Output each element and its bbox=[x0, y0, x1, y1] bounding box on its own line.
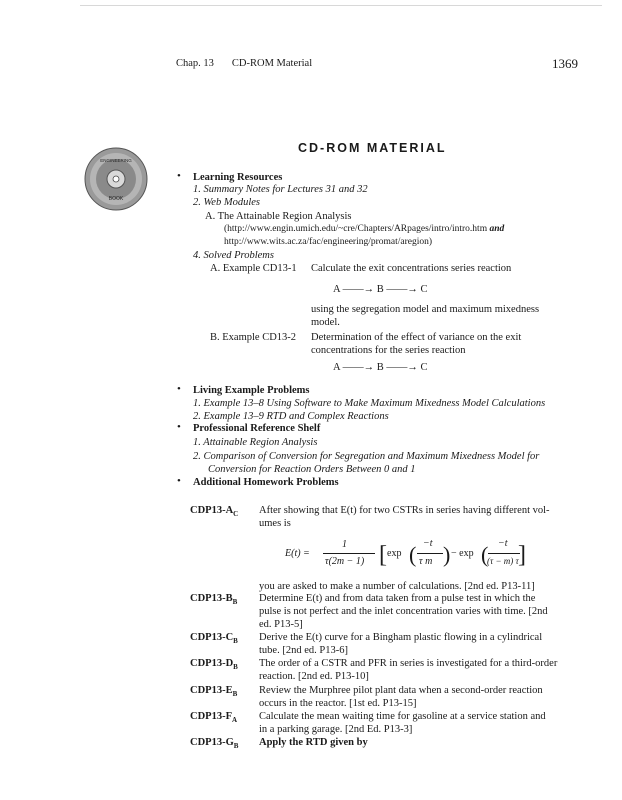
cd-logo-top-text: ENGINEERING bbox=[100, 158, 132, 163]
eq-minus-exp: − exp bbox=[451, 548, 474, 559]
eq-lhs: E(t) = bbox=[285, 548, 310, 559]
eq-exp-1: exp bbox=[387, 548, 402, 559]
learning-resources-heading: Learning Resources bbox=[193, 172, 283, 183]
top-rule bbox=[80, 5, 602, 6]
living-examples-heading: Living Example Problems bbox=[193, 385, 310, 396]
problem-g-line-1: Apply the RTD given by bbox=[259, 737, 368, 748]
running-header bbox=[176, 58, 312, 69]
eq-num-2: −t bbox=[498, 538, 508, 549]
living-example-2: 2. Example 13–9 RTD and Complex Reactions bbox=[193, 411, 389, 422]
eq-den-1: τ m bbox=[419, 556, 433, 567]
cd-rom-icon bbox=[84, 147, 148, 211]
problem-id-f: $CDP13-F_A$ bbox=[190, 711, 238, 725]
problem-id-b: $CDP13-B_B$ bbox=[190, 593, 238, 607]
example-a-reaction: A ——→ B ——→ C bbox=[333, 284, 428, 295]
url-line-1 bbox=[224, 223, 504, 236]
page-title: CD-ROM MATERIAL bbox=[298, 141, 447, 155]
problem-b-line-1: Determine E(t) and from data taken from a pulse test in which the bbox=[259, 593, 536, 604]
bullet-icon: • bbox=[177, 475, 181, 487]
page-number: 1369 bbox=[552, 56, 578, 71]
eq-denominator: τ(2m − 1) bbox=[325, 556, 365, 567]
section-label: CD-ROM Material bbox=[231, 58, 313, 69]
problem-id-g: $CDP13-G_B$ bbox=[190, 737, 239, 751]
problem-d-line-1: The order of a CSTR and PFR in series is investigated for a third-order bbox=[259, 658, 558, 669]
summary-notes-item: 1. Summary Notes for Lectures 31 and 32 bbox=[193, 184, 368, 195]
solved-problems-item: 4. Solved Problems bbox=[193, 250, 274, 261]
problem-c-line-2: tube. [2nd ed. P13-6] bbox=[259, 645, 348, 656]
problem-f-line-2: in a parking garage. [2nd Ed. P13-3] bbox=[259, 724, 413, 735]
example-b-text-2: concentrations for the series reaction bbox=[311, 345, 466, 356]
problem-b-line-3: ed. P13-5] bbox=[259, 619, 303, 630]
rtd-equation: E(t) = 1 τ(2m − 1) [ exp ( −t τ m ) − exp ( −t (τ − m) τ ] bbox=[285, 538, 526, 568]
url-1[interactable]: (http://www.engin.umich.edu/~cre/Chapters/ARpages/intro/intro.htm bbox=[224, 224, 488, 234]
eq-numerator: 1 bbox=[342, 539, 347, 550]
example-a-text-3: model. bbox=[311, 317, 340, 328]
bullet-icon: • bbox=[177, 170, 181, 182]
example-a-text-2: using the segregation model and maximum mixedness bbox=[311, 304, 540, 315]
bullet-icon: • bbox=[177, 383, 181, 395]
problem-id-c: $CDP13-C_B$ bbox=[190, 632, 238, 646]
reference-item-1: 1. Attainable Region Analysis bbox=[193, 437, 318, 448]
problem-e-line-2: occurs in the reactor. [1st ed. P13-15] bbox=[259, 698, 417, 709]
example-a-label: A. Example CD13-1 bbox=[210, 263, 297, 274]
example-b-label: B. Example CD13-2 bbox=[210, 332, 297, 343]
problem-id-e: $CDP13-E_B$ bbox=[190, 685, 238, 699]
problem-a-after-equation: you are asked to make a number of calculations. [2nd ed. P13-11] bbox=[259, 581, 535, 592]
problem-b-line-2: pulse is not perfect and the inlet concentration varies with time. [2nd bbox=[259, 606, 548, 617]
living-example-1: 1. Example 13–8 Using Software to Make Maximum Mixedness Model Calculations bbox=[193, 398, 546, 409]
problem-a-line-1: After showing that E(t) for two CSTRs in series having different vol- bbox=[259, 505, 550, 516]
example-b-reaction: A ——→ B ——→ C bbox=[333, 362, 428, 373]
url-2[interactable]: http://www.wits.ac.za/fac/engineering/promat/aregion) bbox=[224, 237, 433, 247]
example-a-text: Calculate the exit concentrations series reaction bbox=[311, 263, 512, 274]
example-b-text: Determination of the effect of variance on the exit bbox=[311, 332, 522, 343]
attainable-region-item: A. The Attainable Region Analysis bbox=[205, 211, 352, 222]
problem-c-line-1: Derive the E(t) curve for a Bingham plastic flowing in a cylindrical bbox=[259, 632, 543, 643]
problem-id-a: $CDP13-A_C$ bbox=[190, 505, 239, 519]
web-modules-item: 2. Web Modules bbox=[193, 197, 260, 208]
problem-e-line-1: Review the Murphree pilot plant data when a second-order reaction bbox=[259, 685, 543, 696]
eq-num-1: −t bbox=[423, 538, 433, 549]
problem-d-line-2: reaction. [2nd ed. P13-10] bbox=[259, 671, 369, 682]
cd-logo-bottom-text: BOOK bbox=[108, 196, 124, 202]
problem-a-line-2: umes is bbox=[259, 518, 291, 529]
and-connector: and bbox=[489, 224, 505, 234]
reference-item-2-cont: Conversion for Reaction Orders Between 0 and 1 bbox=[208, 464, 416, 475]
problem-id-d: $CDP13-D_B$ bbox=[190, 658, 238, 672]
reference-shelf-heading: Professional Reference Shelf bbox=[193, 423, 321, 434]
eq-den-2: (τ − m) τ bbox=[487, 556, 519, 566]
bullet-icon: • bbox=[177, 421, 181, 433]
reference-item-2: 2. Comparison of Conversion for Segregation and Maximum Mixedness Model for bbox=[193, 451, 540, 462]
chapter-label: Chap. 13 bbox=[176, 58, 214, 69]
problem-f-line-1: Calculate the mean waiting time for gasoline at a service station and bbox=[259, 711, 546, 722]
homework-heading: Additional Homework Problems bbox=[193, 477, 339, 488]
